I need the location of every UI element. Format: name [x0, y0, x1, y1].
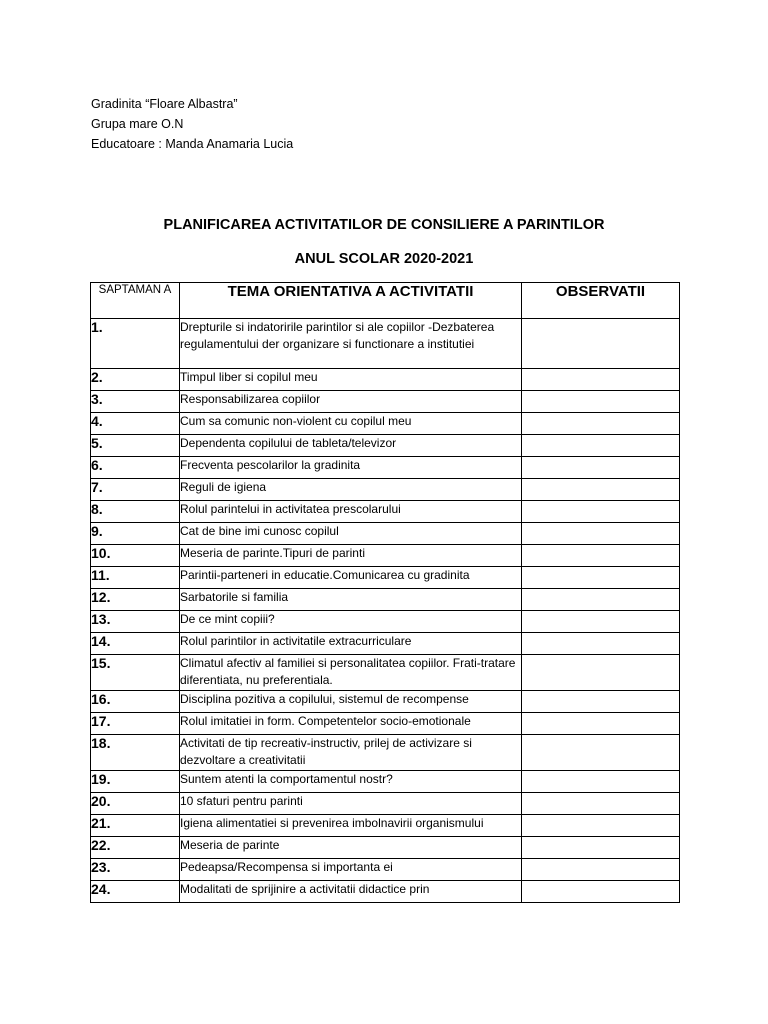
theme-cell: Timpul liber si copilul meu	[180, 369, 522, 391]
observations-cell	[522, 589, 680, 611]
observations-cell	[522, 479, 680, 501]
week-number-cell: 17.	[91, 713, 180, 735]
week-number-cell: 15.	[91, 655, 180, 691]
week-number-cell: 21.	[91, 815, 180, 837]
school-year: ANUL SCOLAR 2020-2021	[294, 251, 474, 267]
theme-cell: Disciplina pozitiva a copilului, sistemul de recompense	[180, 691, 522, 713]
observations-cell	[522, 523, 680, 545]
week-number-cell: 24.	[91, 881, 180, 903]
week-number-cell: 2.	[91, 369, 180, 391]
observations-cell	[522, 567, 680, 589]
theme-cell: Rolul parintilor in activitatile extracurriculare	[180, 633, 522, 655]
theme-cell: De ce mint copiii?	[180, 611, 522, 633]
observations-cell	[522, 545, 680, 567]
table-row	[91, 655, 680, 691]
table-row	[91, 793, 680, 815]
week-number-cell: 10.	[91, 545, 180, 567]
table-row	[91, 633, 680, 655]
observations-cell	[522, 735, 680, 771]
observations-cell	[522, 691, 680, 713]
week-number-cell: 18.	[91, 735, 180, 771]
table-row	[91, 691, 680, 713]
table-row	[91, 413, 680, 435]
theme-cell: 10 sfaturi pentru parinti	[180, 793, 522, 815]
table-row	[91, 501, 680, 523]
observations-cell	[522, 369, 680, 391]
week-number-cell: 14.	[91, 633, 180, 655]
week-number-cell: 3.	[91, 391, 180, 413]
week-number-cell: 9.	[91, 523, 180, 545]
observations-cell	[522, 859, 680, 881]
observations-cell	[522, 413, 680, 435]
theme-cell: Rolul imitatiei in form. Competentelor socio-emotionale	[180, 713, 522, 735]
table-row	[91, 545, 680, 567]
observations-cell	[522, 391, 680, 413]
theme-cell: Igiena alimentatiei si prevenirea imbolnavirii organismului	[180, 815, 522, 837]
observations-cell	[522, 881, 680, 903]
theme-cell: Suntem atenti la comportamentul nostr?	[180, 771, 522, 793]
table-row	[91, 713, 680, 735]
table-row	[91, 523, 680, 545]
table-row	[91, 319, 680, 369]
column-header-observations: OBSERVATII	[522, 283, 680, 319]
table-row	[91, 479, 680, 501]
table-row	[91, 611, 680, 633]
table-row	[91, 859, 680, 881]
theme-cell: Modalitati de sprijinire a activitatii didactice prin	[180, 881, 522, 903]
theme-cell: Activitati de tip recreativ-instructiv, prilej de activizare si dezvoltare a creativitatii	[180, 735, 522, 771]
week-number-cell: 6.	[91, 457, 180, 479]
observations-cell	[522, 815, 680, 837]
table-row	[91, 815, 680, 837]
week-number-cell: 7.	[91, 479, 180, 501]
observations-cell	[522, 713, 680, 735]
theme-cell: Cum sa comunic non-violent cu copilul meu	[180, 413, 522, 435]
table-body	[91, 319, 680, 903]
theme-cell: Drepturile si indatoririle parintilor si ale copiilor -Dezbaterea regulamentului der organizare si functionare a institutiei	[180, 319, 522, 369]
table-row	[91, 457, 680, 479]
week-number-cell: 13.	[91, 611, 180, 633]
observations-cell	[522, 793, 680, 815]
week-number-cell: 11.	[91, 567, 180, 589]
column-header-theme: TEMA ORIENTATIVA A ACTIVITATII	[180, 283, 522, 319]
theme-cell: Dependenta copilului de tableta/televizor	[180, 435, 522, 457]
theme-cell: Sarbatorile si familia	[180, 589, 522, 611]
activity-plan-table	[90, 282, 680, 903]
week-number-cell: 23.	[91, 859, 180, 881]
column-header-week: SAPTAMAN A	[91, 283, 180, 319]
table-row	[91, 567, 680, 589]
theme-cell: Meseria de parinte.Tipuri de parinti	[180, 545, 522, 567]
table-row	[91, 837, 680, 859]
theme-cell: Pedeapsa/Recompensa si importanta ei	[180, 859, 522, 881]
table-row	[91, 881, 680, 903]
teacher-name: Educatoare : Manda Anamaria Lucia	[91, 137, 294, 151]
theme-cell: Frecventa pescolarilor la gradinita	[180, 457, 522, 479]
document-title: PLANIFICAREA ACTIVITATILOR DE CONSILIERE A PARINTILOR	[163, 217, 605, 233]
theme-cell: Responsabilizarea copiilor	[180, 391, 522, 413]
observations-cell	[522, 633, 680, 655]
table-row	[91, 369, 680, 391]
week-number-cell: 1.	[91, 319, 180, 369]
theme-cell: Cat de bine imi cunosc copilul	[180, 523, 522, 545]
observations-cell	[522, 319, 680, 369]
table-row	[91, 589, 680, 611]
week-number-cell: 4.	[91, 413, 180, 435]
table-header-row	[91, 283, 680, 319]
observations-cell	[522, 501, 680, 523]
document-header	[91, 94, 293, 154]
week-number-cell: 20.	[91, 793, 180, 815]
observations-cell	[522, 771, 680, 793]
theme-cell: Rolul parintelui in activitatea prescolarului	[180, 501, 522, 523]
week-number-cell: 5.	[91, 435, 180, 457]
theme-cell: Parintii-parteneri in educatie.Comunicarea cu gradinita	[180, 567, 522, 589]
week-number-cell: 8.	[91, 501, 180, 523]
observations-cell	[522, 655, 680, 691]
table-row	[91, 435, 680, 457]
observations-cell	[522, 457, 680, 479]
table-row	[91, 771, 680, 793]
table-row	[91, 735, 680, 771]
observations-cell	[522, 435, 680, 457]
week-number-cell: 16.	[91, 691, 180, 713]
observations-cell	[522, 837, 680, 859]
kindergarten-name: Gradinita “Floare Albastra”	[91, 97, 238, 111]
table-row	[91, 391, 680, 413]
observations-cell	[522, 611, 680, 633]
week-number-cell: 12.	[91, 589, 180, 611]
week-number-cell: 22.	[91, 837, 180, 859]
group-name: Grupa mare O.N	[91, 117, 184, 131]
theme-cell: Meseria de parinte	[180, 837, 522, 859]
theme-cell: Climatul afectiv al familiei si personalitatea copiilor. Frati-tratare diferentiata, nu preferentiala.	[180, 655, 522, 691]
week-number-cell: 19.	[91, 771, 180, 793]
theme-cell: Reguli de igiena	[180, 479, 522, 501]
